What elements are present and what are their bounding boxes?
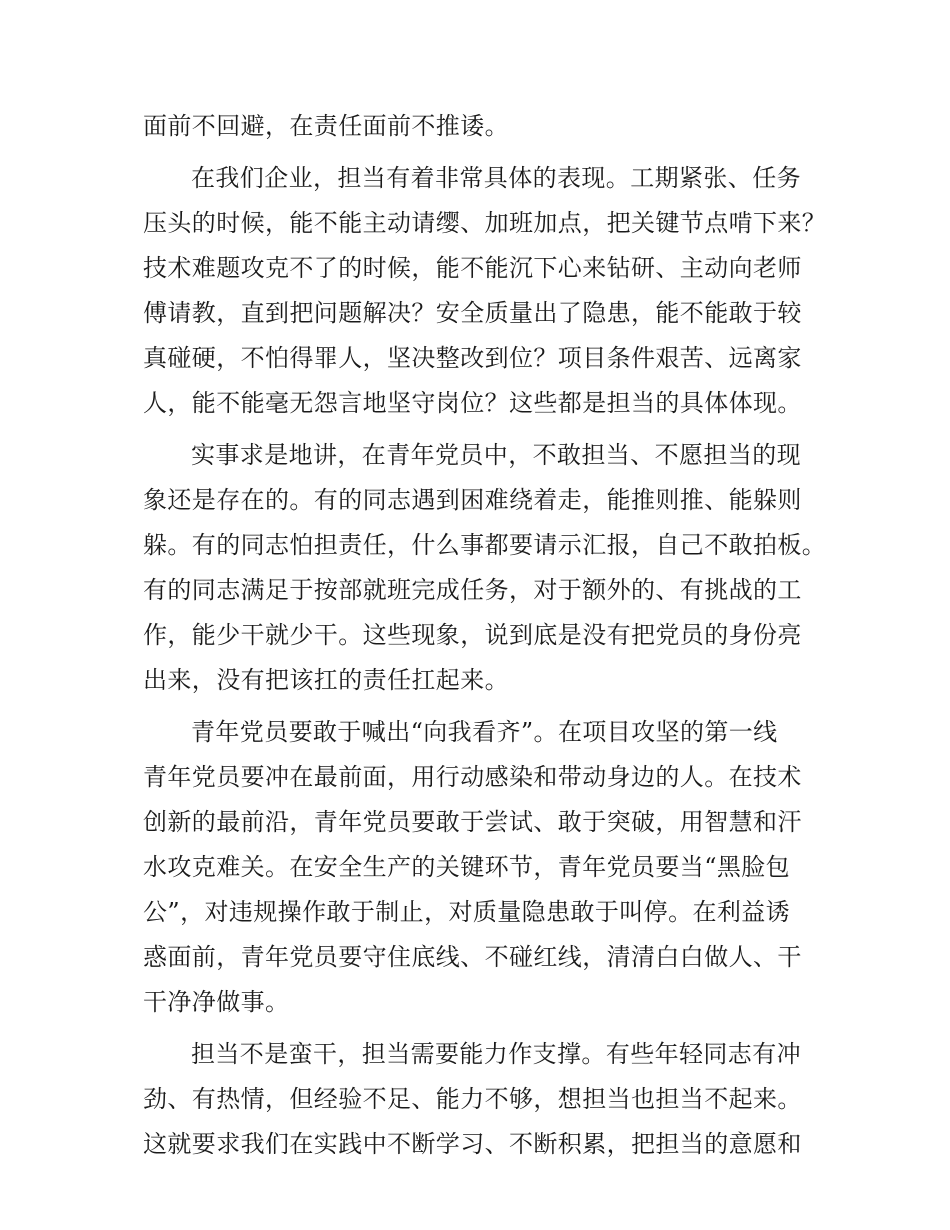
text-line: 在我们企业，担当有着非常具体的表现。工期紧张、任务 bbox=[191, 164, 801, 192]
text-line: 压头的时候，能不能主动请缨、加班加点，把关键节点啃下来？ bbox=[143, 209, 827, 237]
text-line: 青年党员要敢于喊出“向我看齐”。在项目攻坚的第一线 bbox=[191, 718, 778, 746]
text-line: 实事求是地讲，在青年党员中，不敢担当、不愿担当的现 bbox=[191, 441, 801, 469]
text-line: 水攻克难关。在安全生产的关键环节，青年党员要当“黑脸包 bbox=[143, 853, 791, 881]
text-line: 干净净做事。 bbox=[143, 988, 290, 1016]
text-line: 惑面前，青年党员要守住底线、不碰红线，清清白白做人、干 bbox=[143, 943, 802, 971]
text-line: 象还是存在的。有的同志遇到困难绕着走，能推则推、能躲则 bbox=[143, 486, 802, 514]
text-line: 人，能不能毫无怨言地坚守岗位？这些都是担当的具体体现。 bbox=[143, 389, 802, 417]
text-line: 出来，没有把该扛的责任扛起来。 bbox=[143, 666, 509, 694]
text-line: 面前不回避，在责任面前不推诿。 bbox=[143, 112, 509, 140]
text-line: 傅请教，直到把问题解决？安全质量出了隐患，能不能敢于较 bbox=[143, 299, 802, 327]
text-line: 有的同志满足于按部就班完成任务，对于额外的、有挑战的工 bbox=[143, 576, 802, 604]
paragraph-2 bbox=[143, 156, 827, 426]
text-line: 担当不是蛮干，担当需要能力作支撑。有些年轻同志有冲 bbox=[191, 1040, 801, 1068]
text-line: 躲。有的同志怕担责任，什么事都要请示汇报，自己不敢拍板。 bbox=[143, 531, 827, 559]
text-line: 真碰硬，不怕得罪人，坚决整改到位？项目条件艰苦、远离家 bbox=[143, 344, 802, 372]
text-line: 青年党员要冲在最前面，用行动感染和带动身边的人。在技术 bbox=[143, 763, 802, 791]
paragraph-4 bbox=[143, 710, 813, 1025]
paragraph-1 bbox=[143, 104, 813, 149]
text-line: 这就要求我们在实践中不断学习、不断积累，把担当的意愿和 bbox=[143, 1130, 802, 1158]
text-line: 创新的最前沿，青年党员要敢于尝试、敢于突破，用智慧和汗 bbox=[143, 808, 802, 836]
body-text bbox=[143, 104, 827, 1167]
text-line: 劲、有热情，但经验不足、能力不够，想担当也担当不起来。 bbox=[143, 1085, 802, 1113]
paragraph-3 bbox=[143, 433, 827, 703]
paragraph-5 bbox=[143, 1032, 813, 1167]
text-line: 公”，对违规操作敢于制止，对质量隐患敢于叫停。在利益诱 bbox=[143, 898, 791, 926]
text-line: 作，能少干就少干。这些现象，说到底是没有把党员的身份亮 bbox=[143, 621, 802, 649]
text-line: 技术难题攻克不了的时候，能不能沉下心来钻研、主动向老师 bbox=[143, 254, 802, 282]
